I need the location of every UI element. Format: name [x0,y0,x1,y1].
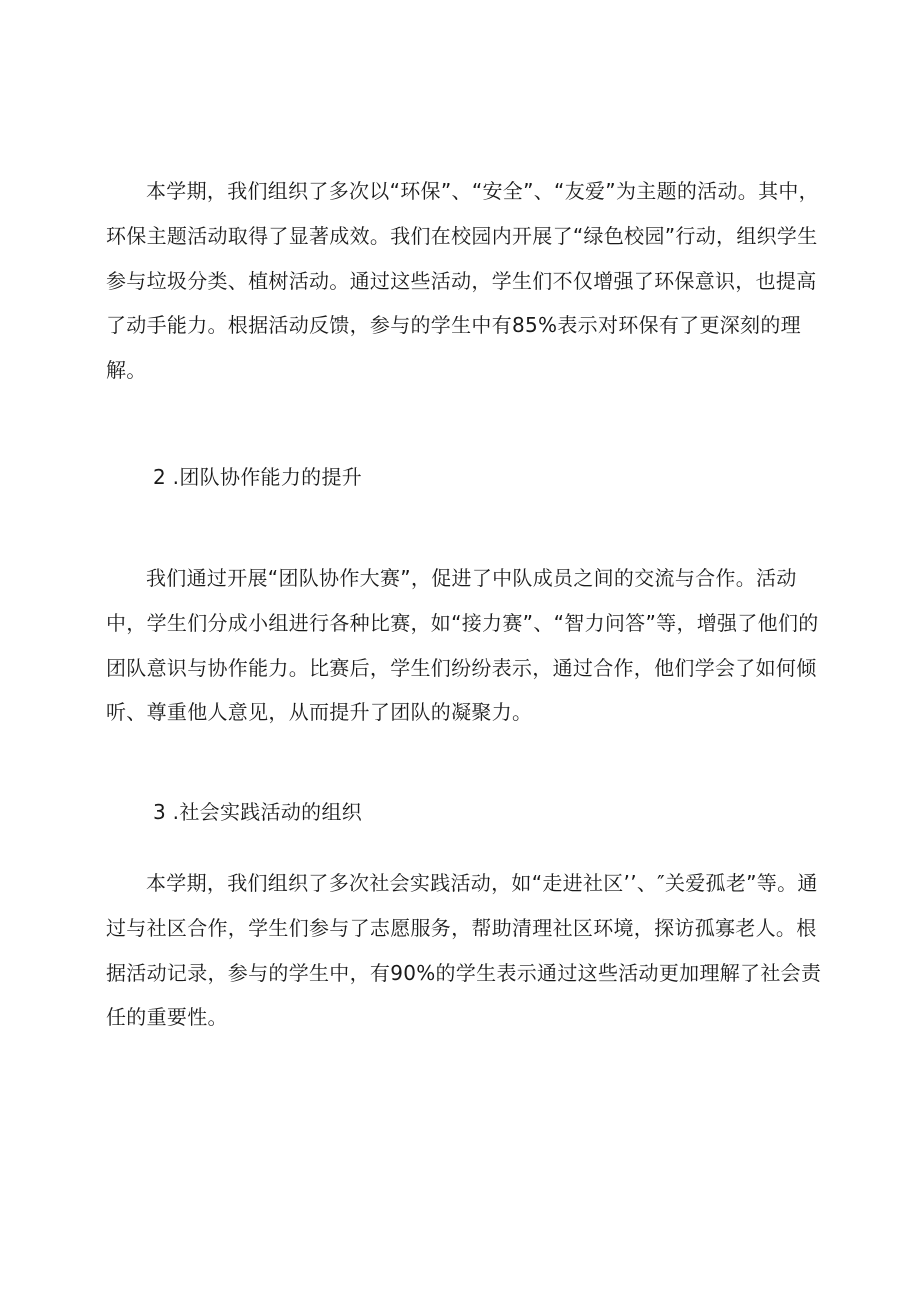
section-2-paragraph: 我们通过开展“团队协作大赛”，促进了中队成员之间的交流与合作。活动中，学生们分成小组进行各种比赛，如“接力赛”、“智力问答”等，增强了他们的团队意识与协作能力。比赛后，学生们纷纷表示，通过合作，他们学会了如何倾听、尊重他人意见，从而提升了团队的凝聚力。 [106,566,819,725]
section-3-paragraph: 本学期，我们组织了多次社会实践活动，如“走进社区’’、″关爱孤老”等。通过与社区合作，学生们参与了志愿服务，帮助清理社区环境，探访孤寡老人。根据活动记录，参与的学生中，有90%的学生表示通过这些活动更加理解了社会责任的重要性。 [106,871,822,1030]
section-3-heading: 3 .社会实践活动的组织 [153,800,363,824]
section-2-heading: 2 .团队协作能力的提升 [153,465,363,489]
section-1-paragraph: 本学期，我们组织了多次以“环保”、“安全”、“友爱”为主题的活动。其中，环保主题活动取得了显著成效。我们在校园内开展了“绿色校园”行动，组织学生参与垃圾分类、植树活动。通过这些活动，学生们不仅增强了环保意识，也提高了动手能力。根据活动反馈，参与的学生中有85%表示对环保有了更深刻的理解。 [106,179,819,383]
